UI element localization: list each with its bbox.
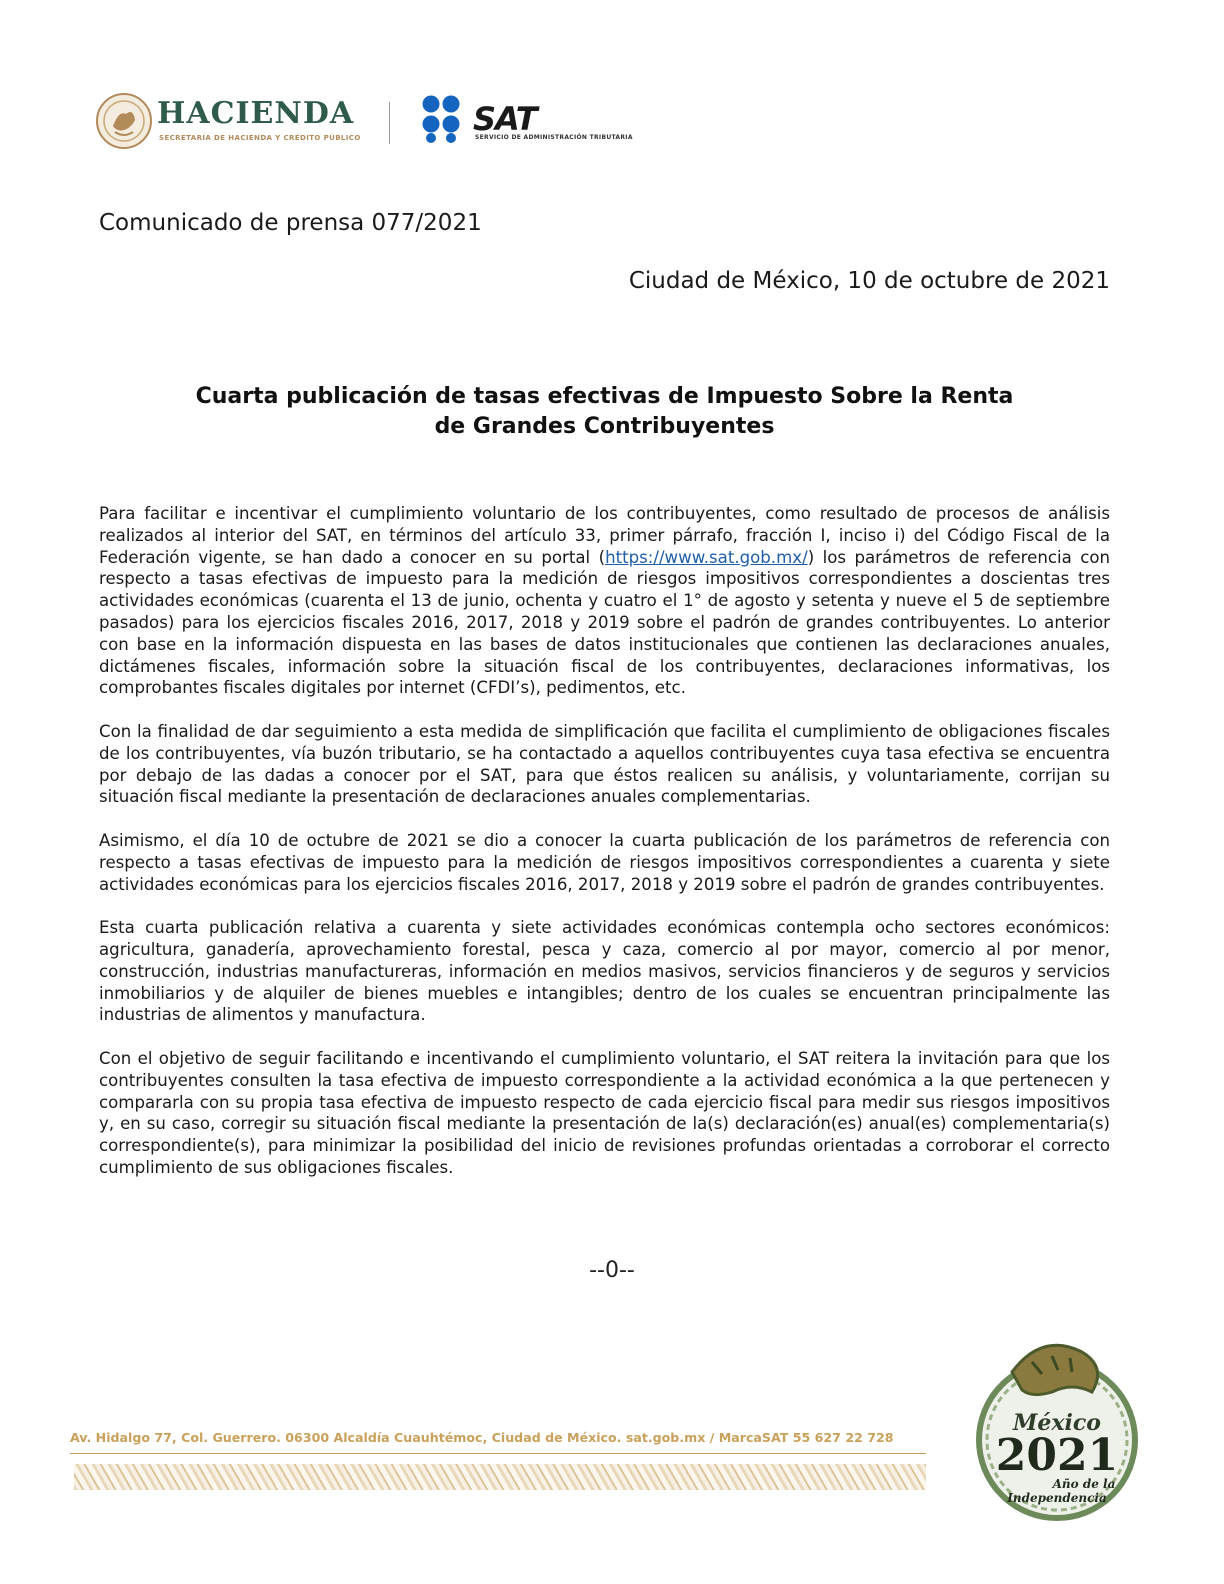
mexico-seal-icon [95, 92, 153, 150]
logo-divider [389, 102, 390, 144]
paragraph-1-start: Para facilitar e incentivar el cumplimiento voluntario de los contribuyentes, como resultado de procesos de análisis realizados al interior del SAT, en términos del artículo 33, primer párrafo, fracción I, inciso i) del Código Fiscal de la Federación vigente, se han dado a conocer en su portal ( [99, 504, 1110, 567]
paragraph-3: Asimismo, el día 10 de octubre de 2021 se dio a conocer la cuarta publicación de los parámetros de referencia con respecto a tasas efectivas de impuesto para la medición de riesgos impositivos correspondientes a cuarenta y siete actividades económicas para los ejercicios fiscales 2016, 2017, 2018 y 2019 sobre el padrón de grandes contribuyentes. [99, 830, 1110, 894]
end-mark: --0-- [589, 1258, 635, 1283]
footer-divider [70, 1453, 926, 1454]
footer-decorative-pattern [74, 1464, 926, 1490]
press-title-line-2: de Grandes Contribuyentes [434, 414, 775, 439]
paragraph-5: Con el objetivo de seguir facilitando e incentivando el cumplimiento voluntario, el SAT reitera la invitación para que los contribuyentes consulten la tasa efectiva de impuesto correspondiente a la actividad económica a la que pertenecen y compararla con su propia tasa efectiva de impuesto respecto de cada ejercicio fiscal para medir sus riesgos impositivos y, en su caso, corregir su situación fiscal mediante la presentación de la(s) declaración(es) anual(es) complementaria(s) correspondiente(s), para minimizar la posibilidad del inicio de revisiones profundas orientadas a corroborar el correcto cumplimiento de sus obligaciones fiscales. [99, 1048, 1110, 1177]
footer-address: Av. Hidalgo 77, Col. Guerrero. 06300 Alcaldía Cuauhtémoc, Ciudad de México. sat.gob.mx / MarcaSAT 55 627 22 728 [70, 1430, 894, 1445]
emblem-year: 2021 [995, 1430, 1119, 1481]
sat-portal-link[interactable]: https://www.sat.gob.mx/ [605, 547, 808, 567]
paragraph-1-end: ) los parámetros de referencia con respecto a tasas efectivas de impuesto para la medición de riesgos impositivos correspondientes a doscientas tres actividades económicas (cuarenta el 13 de junio, ochenta y cuatro el 1° de agosto y setenta y nueve el 5 de septiembre pasados) para los ejercicios fiscales 2016, 2017, 2018 y 2019 sobre el padrón de grandes contribuyentes. Lo anterior con base en la información dispuesta en las bases de datos institucionales que contienen las declaraciones anuales, dictámenes fiscales, información sobre la situación fiscal de los contribuyentes, declaraciones informativas, los comprobantes fiscales digitales por internet (CFDI’s), pedimentos, etc. [99, 547, 1111, 698]
sat-logo-text: SAT [473, 100, 537, 138]
emblem-caption-2: Independencia [1007, 1491, 1107, 1505]
paragraph-2: Con la finalidad de dar seguimiento a esta medida de simplificación que facilita el cumplimiento de obligaciones fiscales de los contribuyentes, vía buzón tributario, se ha contactado a aquellos contribuyentes cuya tasa efectiva se encuentra por debajo de las dadas a conocer por el SAT, para que éstos realicen su análisis, y voluntariamente, corrijan su situación fiscal mediante la presentación de declaraciones anuales complementarias. [99, 721, 1110, 807]
sat-logo-icon [421, 94, 471, 144]
press-title-line-1: Cuarta publicación de tasas efectivas de Impuesto Sobre la Renta [195, 384, 1014, 409]
emblem-country: México [1013, 1410, 1101, 1436]
sat-logo-subtitle: SERVICIO DE ADMINISTRACIÓN TRIBUTARIA [475, 134, 633, 141]
paragraph-4: Esta cuarta publicación relativa a cuarenta y siete actividades económicas contempla ocho sectores económicos: agricultura, ganadería, aprovechamiento forestal, pesca y caza, comercio al por mayor, comercio al por menor, construcción, industrias manufactureras, información en medios masivos, servicios financieros y de seguros y servicios inmobiliarios y de alquiler de bienes muebles e intangibles; dentro de los cuales se encuentran principalmente las industrias de alimentos y manufactura. [99, 918, 1110, 1025]
place-date: Ciudad de México, 10 de octubre de 2021 [628, 268, 1110, 294]
press-body [99, 503, 1110, 1201]
press-title [99, 382, 1110, 442]
press-release-number: Comunicado de prensa 077/2021 [99, 210, 482, 236]
hacienda-logo-text: HACIENDA [157, 96, 355, 131]
emblem-caption-1: Año de la [1052, 1477, 1116, 1491]
mexico-2021-emblem [972, 1332, 1142, 1528]
paragraph-1 [99, 503, 1110, 699]
header-logos [95, 92, 655, 156]
hacienda-logo-subtitle: SECRETARÍA DE HACIENDA Y CRÉDITO PÚBLICO [159, 134, 361, 142]
